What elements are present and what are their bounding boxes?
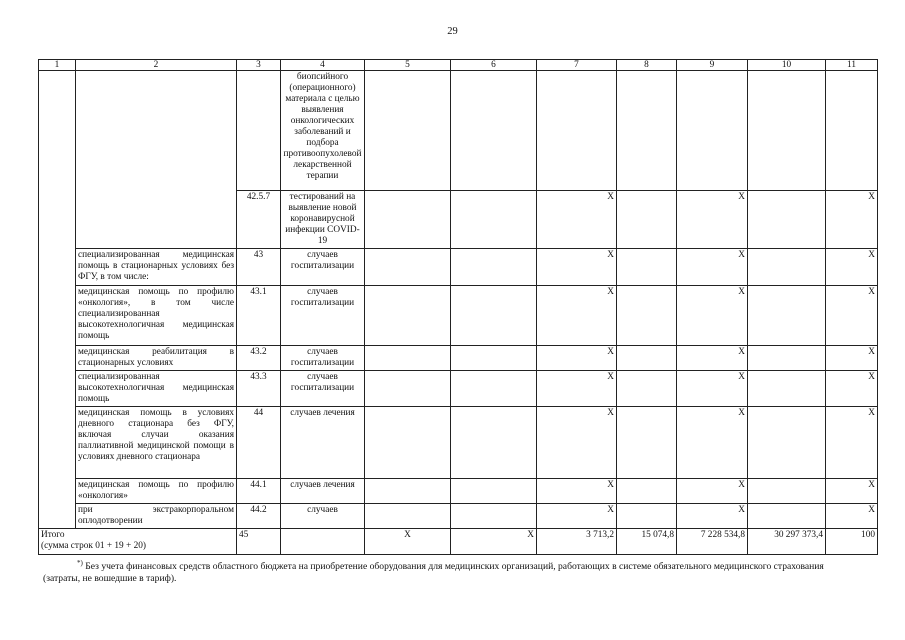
col-header: 9	[677, 60, 748, 71]
value-cell: X	[537, 407, 617, 479]
value-cell	[537, 71, 617, 191]
value-cell	[748, 407, 826, 479]
col-header: 1	[39, 60, 76, 71]
value-cell	[365, 504, 451, 529]
value-cell: X	[826, 479, 878, 504]
indicator-cell: медицинская реабилитация в стационарных условиях	[76, 346, 237, 371]
col-header: 8	[617, 60, 677, 71]
value-cell	[365, 407, 451, 479]
table-row	[39, 504, 878, 529]
total-label-cell	[39, 529, 237, 555]
value-cell	[617, 286, 677, 346]
value-cell	[617, 191, 677, 249]
value-cell	[617, 407, 677, 479]
value-cell	[451, 407, 537, 479]
value-cell: X	[365, 529, 451, 555]
unit-cell: случаев госпитализации	[281, 249, 365, 286]
value-cell: X	[826, 346, 878, 371]
unit-cell: случаев госпитализации	[281, 286, 365, 346]
value-cell: X	[826, 286, 878, 346]
value-cell: X	[677, 286, 748, 346]
column-number-row	[39, 60, 878, 71]
total-label: Итого	[41, 530, 65, 540]
value-cell	[451, 249, 537, 286]
indicator-cell	[76, 71, 237, 249]
value-cell: X	[826, 249, 878, 286]
value-cell: X	[677, 479, 748, 504]
table-row	[39, 479, 878, 504]
value-cell: X	[537, 371, 617, 407]
value-cell	[617, 504, 677, 529]
total-label-sum: (сумма строк 01 + 19 + 20)	[41, 541, 146, 551]
unit-cell: случаев лечения	[281, 479, 365, 504]
value-cell	[451, 286, 537, 346]
value-cell	[451, 346, 537, 371]
value-cell	[617, 346, 677, 371]
unit-cell: случаев	[281, 504, 365, 529]
value-cell: X	[537, 249, 617, 286]
value-cell: X	[826, 504, 878, 529]
value-cell	[365, 479, 451, 504]
value-cell: X	[826, 371, 878, 407]
col-header: 4	[281, 60, 365, 71]
value-cell: X	[826, 191, 878, 249]
value-cell: X	[537, 346, 617, 371]
unit-cell: тестирований на выявление новой коронавирусной инфекции COVID-19	[281, 191, 365, 249]
row-code-cell: 42.5.7	[237, 191, 281, 249]
value-cell	[617, 249, 677, 286]
indicator-cell: медицинская помощь по профилю «онкология», в том числе специализированная высокотехнологичная медицинская помощь	[76, 286, 237, 346]
value-cell	[365, 371, 451, 407]
col-header: 2	[76, 60, 237, 71]
footnote-mark: *)	[77, 559, 83, 567]
indicator-cell: специализированная медицинская помощь в стационарных условиях без ФГУ, в том числе:	[76, 249, 237, 286]
table-row	[39, 249, 878, 286]
value-cell	[617, 71, 677, 191]
value-cell	[617, 479, 677, 504]
value-cell: X	[537, 286, 617, 346]
value-cell: 7 228 534,8	[677, 529, 748, 555]
value-cell: X	[677, 407, 748, 479]
value-cell	[365, 71, 451, 191]
row-code-cell	[237, 71, 281, 191]
value-cell	[748, 504, 826, 529]
unit-cell	[281, 529, 365, 555]
value-cell: 100	[826, 529, 878, 555]
page-number: 29	[447, 26, 458, 37]
value-cell	[677, 71, 748, 191]
value-cell	[365, 249, 451, 286]
value-cell: X	[826, 407, 878, 479]
indicator-cell: при экстракорпоральном оплодотворении	[76, 504, 237, 529]
value-cell	[748, 286, 826, 346]
col-header: 11	[826, 60, 878, 71]
col-header: 3	[237, 60, 281, 71]
footnote-text: Без учета финансовых средств областного бюджета на приобретение оборудования для медицинских организаций, работающих в системе обязательного медицинского страхования (затраты, не вошедшие в тариф).	[43, 561, 824, 585]
value-cell	[451, 71, 537, 191]
table-row	[39, 371, 878, 407]
table-row	[39, 346, 878, 371]
unit-cell: случаев госпитализации	[281, 371, 365, 407]
indicator-cell: медицинская помощь по профилю «онкология»	[76, 479, 237, 504]
table-row	[39, 71, 878, 191]
unit-cell: биопсийного (операционного) материала с целью выявления онкологических заболеваний и подбора противоопухолевой лекарственной терапии	[281, 71, 365, 191]
value-cell	[748, 249, 826, 286]
value-cell	[748, 371, 826, 407]
value-cell	[365, 346, 451, 371]
table-row	[39, 407, 878, 479]
row-code-cell: 43.1	[237, 286, 281, 346]
row-code-cell: 43.2	[237, 346, 281, 371]
value-cell: X	[537, 504, 617, 529]
table-row	[39, 286, 878, 346]
value-cell	[748, 479, 826, 504]
value-cell	[451, 479, 537, 504]
value-cell	[748, 191, 826, 249]
col-header: 10	[748, 60, 826, 71]
row-code-cell: 43.3	[237, 371, 281, 407]
value-cell	[617, 371, 677, 407]
value-cell: X	[677, 504, 748, 529]
value-cell	[365, 286, 451, 346]
unit-cell: случаев госпитализации	[281, 346, 365, 371]
row-code-cell: 44.1	[237, 479, 281, 504]
merged-col1-cell	[39, 71, 76, 529]
indicator-cell: специализированная высокотехнологичная медицинская помощь	[76, 371, 237, 407]
value-cell: X	[537, 191, 617, 249]
value-cell: X	[537, 479, 617, 504]
col-header: 6	[451, 60, 537, 71]
value-cell	[365, 191, 451, 249]
row-code-cell: 43	[237, 249, 281, 286]
row-code-cell: 44	[237, 407, 281, 479]
footnote	[43, 557, 863, 585]
unit-cell: случаев лечения	[281, 407, 365, 479]
value-cell	[451, 191, 537, 249]
value-cell	[451, 504, 537, 529]
value-cell: 15 074,8	[617, 529, 677, 555]
col-header: 7	[537, 60, 617, 71]
value-cell: X	[677, 191, 748, 249]
indicator-cell: медицинская помощь в условиях дневного стационара без ФГУ, включая случаи оказания паллиативной медицинской помощи в условиях дневного стационара	[76, 407, 237, 479]
value-cell: 3 713,2	[537, 529, 617, 555]
value-cell	[748, 71, 826, 191]
total-row	[39, 529, 878, 555]
data-table	[38, 59, 878, 555]
value-cell	[748, 346, 826, 371]
value-cell: X	[677, 249, 748, 286]
value-cell	[451, 371, 537, 407]
row-code-cell: 44.2	[237, 504, 281, 529]
row-code-cell: 45	[237, 529, 281, 555]
value-cell: X	[677, 371, 748, 407]
value-cell: 30 297 373,4	[748, 529, 826, 555]
value-cell: X	[677, 346, 748, 371]
value-cell: X	[451, 529, 537, 555]
col-header: 5	[365, 60, 451, 71]
value-cell	[826, 71, 878, 191]
